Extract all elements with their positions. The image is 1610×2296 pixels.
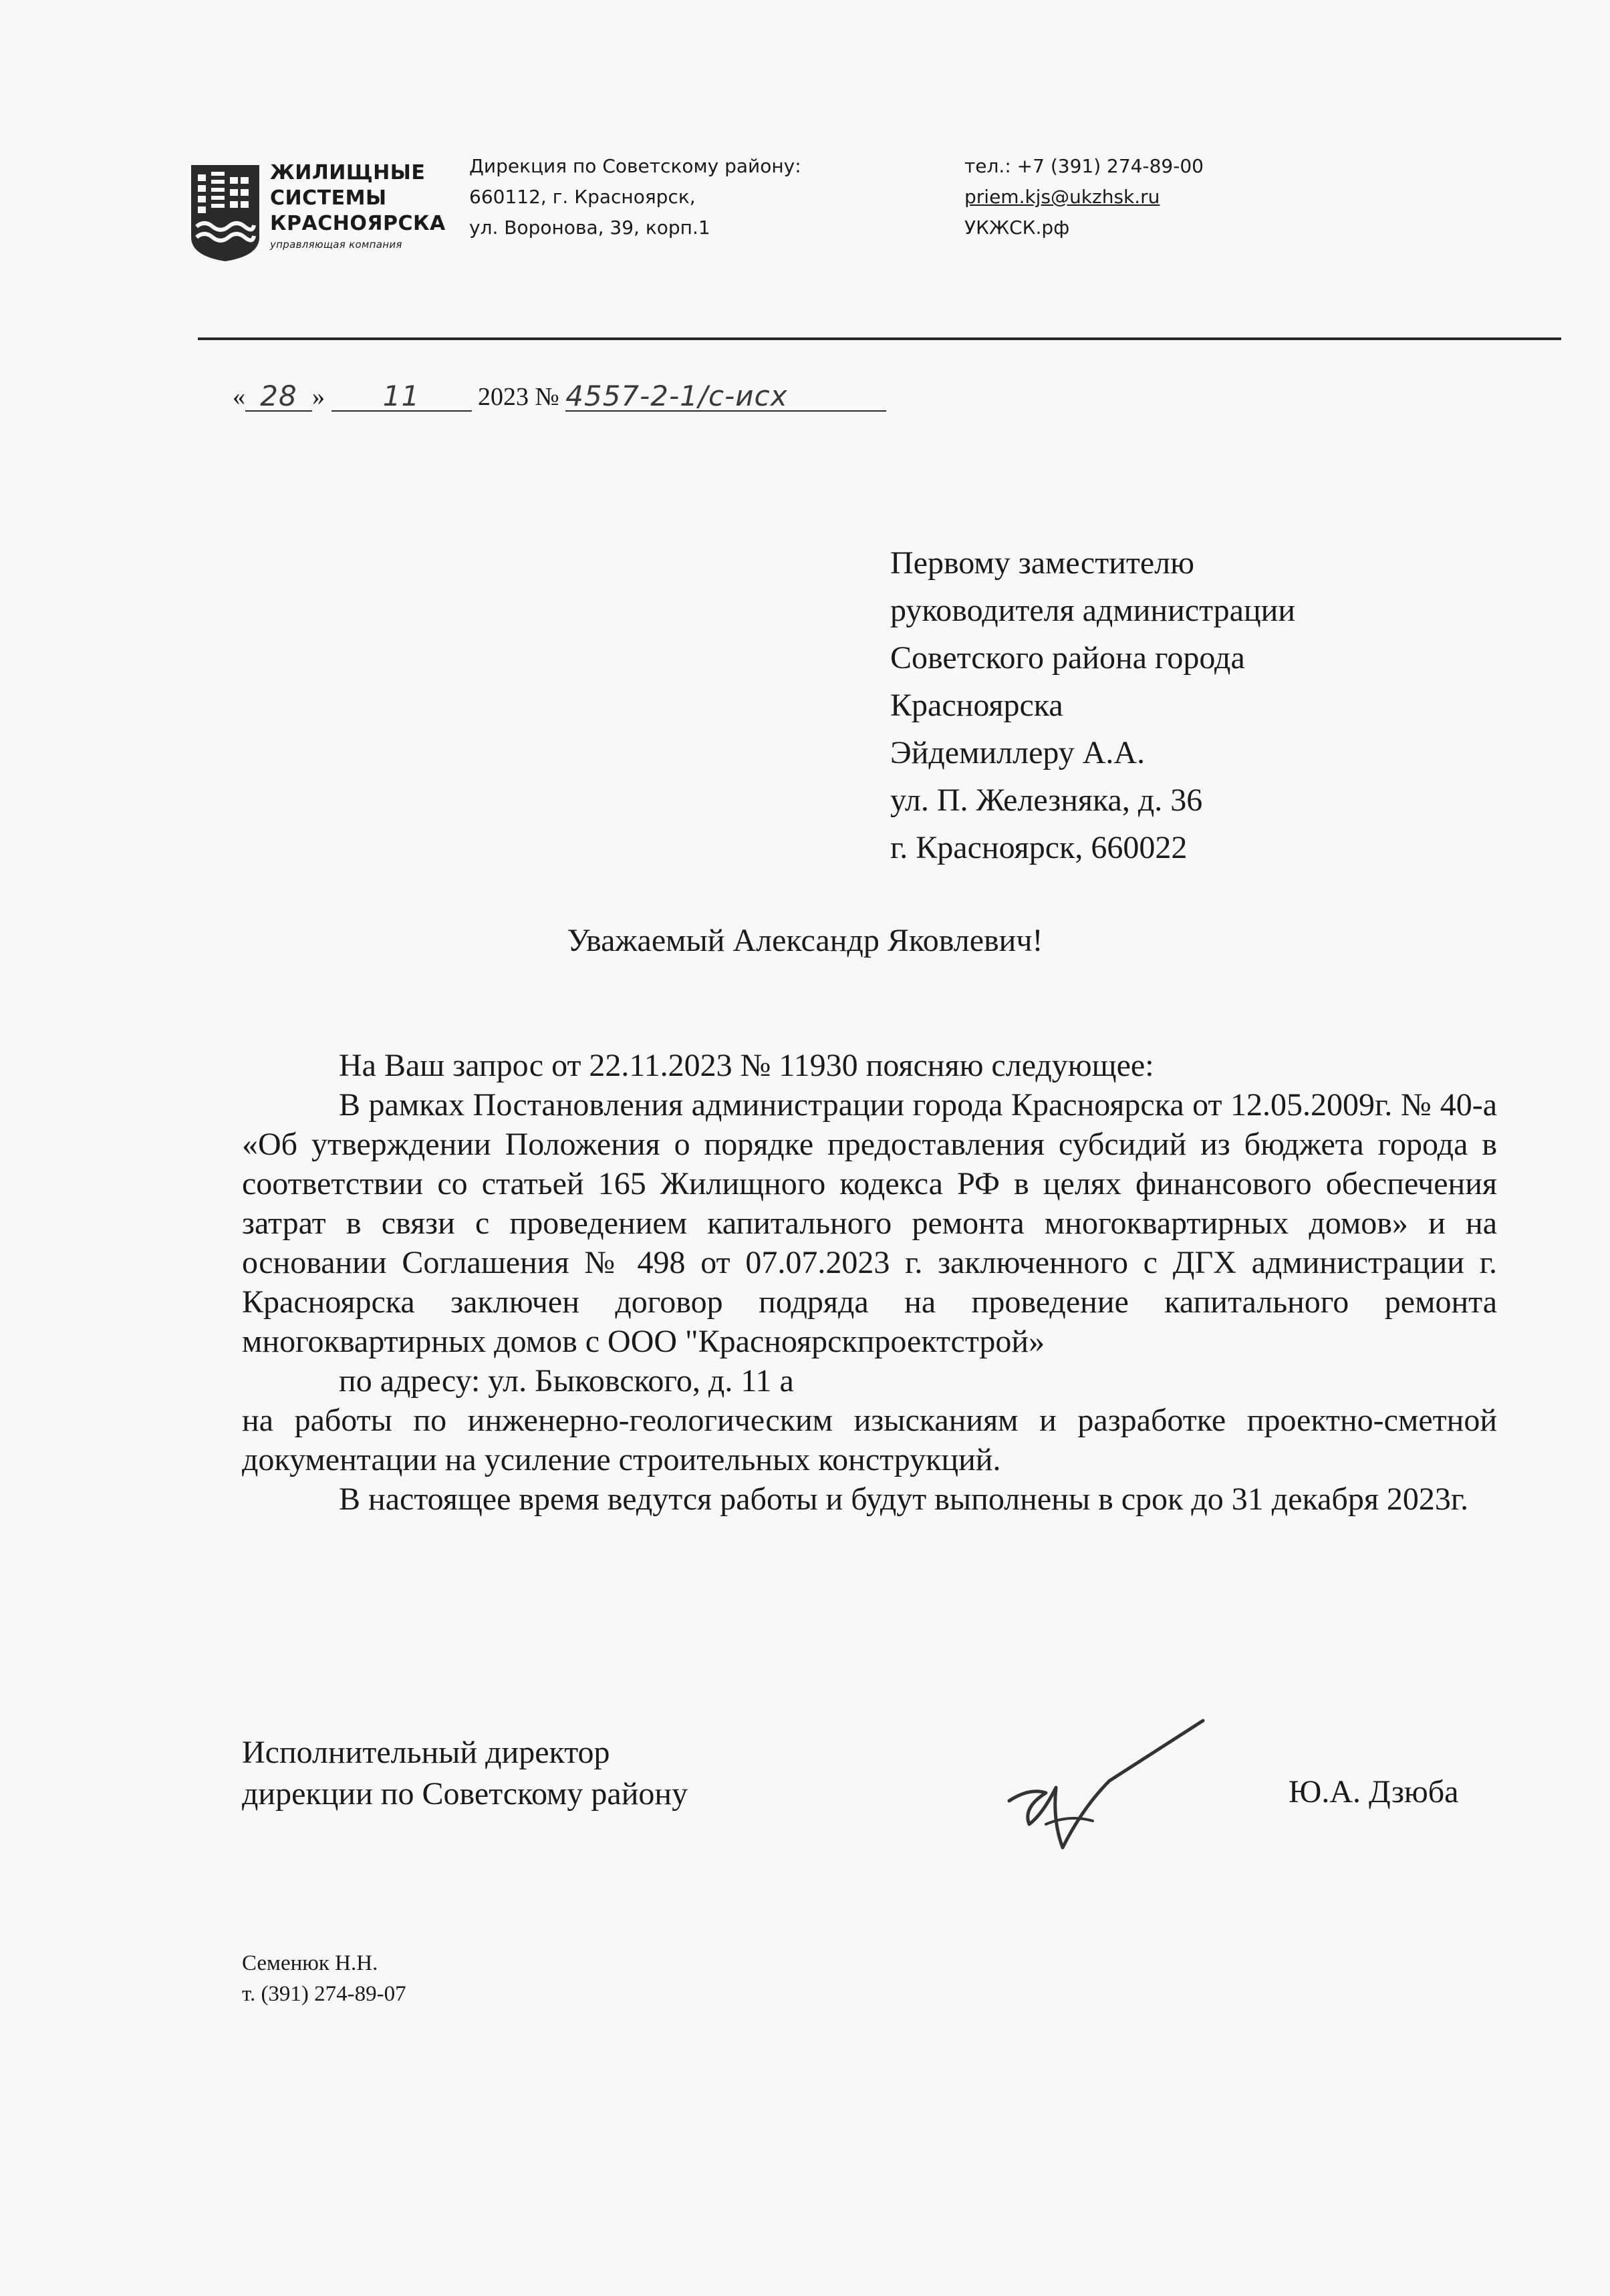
quote-close: » [312,383,325,411]
logo-line: ЖИЛИЩНЫЕ [270,161,426,184]
date-month: 11 [331,380,472,412]
executor-name: Семенюк Н.Н. [242,1951,378,1975]
body-paragraph: на работы по инженерно-геологическим изысканиям и разработке проектно-сметной документации на усиление строительных конструкций. [242,1403,1497,1477]
header-divider [198,337,1561,340]
website: УКЖСК.рф [964,217,1070,239]
header-contacts [964,151,1204,243]
recipient-line: ул. П. Железняка, д. 36 [890,782,1203,818]
signatory-title [242,1732,688,1815]
body-paragraph: На Ваш запрос от 22.11.2023 № 11930 поясняю следующее: [339,1048,1154,1083]
quote-open: « [233,383,245,411]
executor-block [242,1948,406,2009]
logo-subtitle: управляющая компания [270,239,402,251]
company-logo-text [270,160,446,237]
body-paragraph: по адресу: ул. Быковского, д. 11 а [339,1363,794,1399]
executor-phone: т. (391) 274-89-07 [242,1982,406,2006]
logo-line: СИСТЕМЫ [270,186,387,210]
letter-body [242,1046,1497,1519]
recipient-line: Советского района города [890,640,1245,676]
recipient-line: Эйдемиллеру А.А. [890,735,1146,770]
date-day: 28 [245,380,312,412]
header-address [469,151,801,243]
recipient-line: Красноярска [890,688,1063,723]
signatory-name: Ю.А. Дзюба [1289,1774,1459,1810]
recipient-line: Первому заместителю [890,545,1194,581]
recipient-block [890,539,1295,871]
recipient-line: г. Красноярск, 660022 [890,830,1188,865]
date-year: 2023 [478,383,529,411]
email-link[interactable]: priem.kjs@ukzhsk.ru [964,186,1160,208]
number-sign: № [535,383,559,411]
phone: тел.: +7 (391) 274-89-00 [964,155,1204,177]
address-line: ул. Воронова, 39, корп.1 [469,217,710,239]
company-logo-icon [188,162,262,263]
recipient-line: руководителя администрации [890,593,1296,628]
signatory-title-line: Исполнительный директор [242,1735,610,1770]
date-number-line [233,380,886,420]
address-line: Дирекция по Советскому району: [469,155,801,177]
handwritten-signature-icon [982,1707,1223,1861]
body-paragraph: В настоящее время ведутся работы и будут выполнены в срок до 31 декабря 2023г. [339,1481,1469,1517]
body-paragraph: В рамках Постановления администрации города Красноярска от 12.05.2009г. № 40-а «Об утверждении Положения о порядке предоставления субсидий из бюджета города в соответствии со статьей 165 Жилищного кодекса РФ в целях финансового обеспечения затрат в связи с проведением капитального ремонта многоквартирных домов» и на основании Соглашения № 498 от 07.07.2023 г. заключенного с ДГХ администрации г. Красноярска заключен договор подряда на проведение капитального ремонта многоквартирных домов с ООО "Красноярскпроектстрой» [242,1087,1497,1359]
salutation: Уважаемый Александр Яковлевич! [567,923,1043,958]
document-number: 4557-2-1/с-исх [565,380,886,412]
logo-line: КРАСНОЯРСКА [270,212,446,235]
signatory-title-line: дирекции по Советскому району [242,1776,688,1812]
address-line: 660112, г. Красноярск, [469,186,696,208]
